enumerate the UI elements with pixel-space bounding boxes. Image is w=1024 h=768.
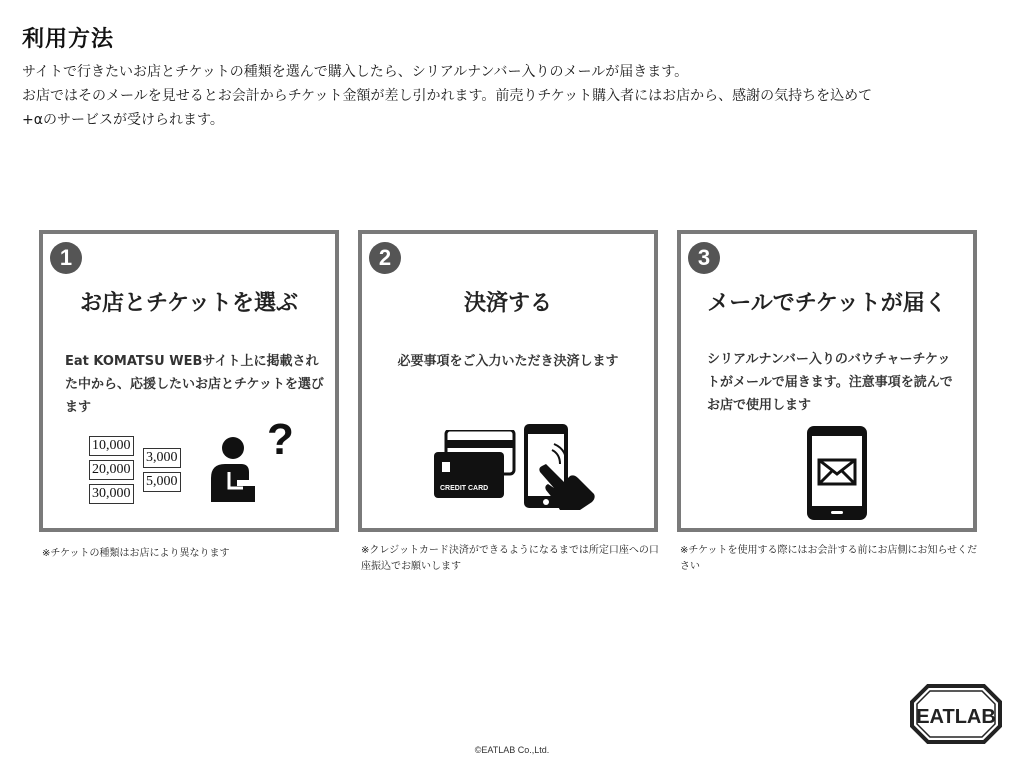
step-description: Eat KOMATSU WEBサイト上に掲載された中から、応援したいお店とチケットを選びます [65,354,324,415]
step-panel-3 [677,230,977,532]
question-mark: ? [267,415,294,464]
ticket-amount: 20,000 [89,460,134,480]
copyright: ©EATLAB Co.,Ltd. [474,745,550,755]
step-heading: 決済する [463,291,552,316]
ticket-amounts [89,436,199,508]
step-number-badge: 2 [369,242,401,274]
intro-line: サイトで行きたいお店とチケットの種類を選んで購入したら、シリアルナンバー入りのメールが届きます。 [22,64,689,80]
page-title: 利用方法 [22,27,115,52]
step-number-badge: 3 [688,242,720,274]
intro-text [22,60,1012,132]
step-number-badge: 1 [50,242,82,274]
phone-tap-icon [524,424,600,510]
step-note: ※チケットを使用する際にはお会計する前にお店側にお知らせください [680,545,978,572]
ticket-amount: 5,000 [143,472,181,492]
intro-line: +αのサービスが受けられます。 [22,112,224,128]
step-description: シリアルナンバー入りのバウチャーチケットがメールで届きます。注意事項を読んでお店で使用します [707,352,953,413]
credit-card-icon [432,430,518,500]
phone-mail-icon [807,426,867,522]
intro-line: お店ではそのメールを見せるとお会計からチケット金額が差し引かれます。前売りチケット購入者にはお店から、感謝の気持ちを込めて [22,88,873,104]
step-panel-2 [358,230,658,532]
logo-text: EATLAB [916,706,996,728]
step-heading: メールでチケットが届く [707,291,947,316]
ticket-amount: 3,000 [143,448,181,468]
step-note: ※クレジットカード決済ができるようになるまでは所定口座への口座振込でお願いします [361,545,659,572]
ticket-amount: 10,000 [89,436,134,456]
step-note: ※チケットの種類はお店により異なります [42,548,230,559]
person-thinking-icon [203,414,303,506]
step-description: 必要事項をご入力いただき決済します [397,354,619,369]
ticket-amount: 30,000 [89,484,134,504]
step-heading: お店とチケットを選ぶ [79,291,299,316]
step-panel-1 [39,230,339,532]
card-label: CREDIT CARD [440,485,489,492]
eatlab-logo [910,684,1002,744]
